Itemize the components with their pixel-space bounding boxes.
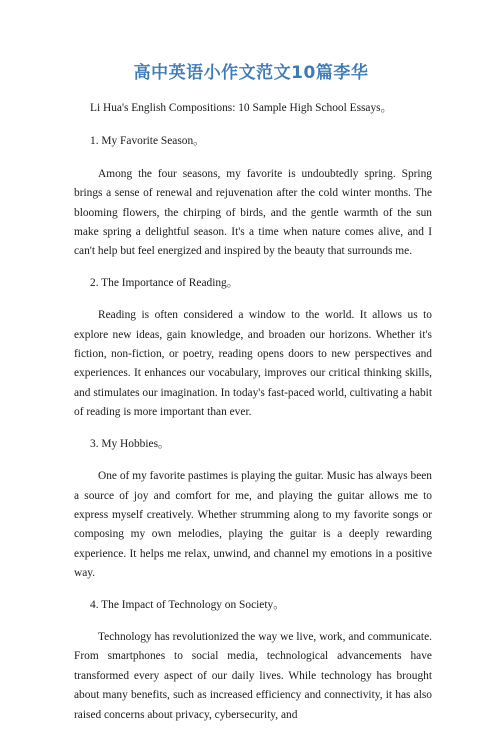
section-paragraph-1: Among the four seasons, my favorite is undoubtedly spring. Spring brings a sense of renewal and rejuvenation after the cold winter months. The blooming flowers, the chirping of birds, and the gentle warmth of the sun make spring a delightful season. It's a time when nature comes alive, and I can't help but feel energized and inspired by the beauty that surrounds me. (74, 167, 432, 258)
section-heading-4: 4. The Impact of Technology on Society。 (90, 598, 285, 611)
intro-line: Li Hua's English Compositions: 10 Sample High School Essays。 (90, 102, 393, 114)
document-title: 高中英语小作文范文10篇李华 (133, 63, 369, 83)
section-heading-3: 3. My Hobbies。 (90, 437, 170, 450)
section-paragraph-3: One of my favorite pastimes is playing the guitar. Music has always been a source of joy and comfort for me, and playing the guitar allows me to express myself creatively. Whether strumming along to my favorite songs or composing my own melodies, playing the guitar is a deeply rewarding experience. It helps me relax, unwind, and channel my emotions in a positive way. (74, 470, 432, 580)
section-heading-1: 1. My Favorite Season。 (90, 135, 205, 148)
section-paragraph-2: Reading is often considered a window to the world. It allows us to explore new ideas, gain knowledge, and broaden our horizons. Whether it's fiction, non-fiction, or poetry, reading opens doors to new perspectives and experiences. It enhances our vocabulary, improves our critical thinking skills, and stimulates our imagination. In today's fast-paced world, cultivating a habit of reading is more important than ever. (74, 309, 432, 419)
section-paragraph-4: Technology has revolutionized the way we live, work, and communicate. From smartphones to social media, technological advancements have transformed every aspect of our daily lives. While technology has brought about many benefits, such as increased efficiency and connectivity, it has also raised concerns about privacy, cybersecurity, and (74, 630, 432, 721)
document-body (74, 99, 432, 737)
section-heading-2: 2. The Importance of Reading。 (90, 276, 239, 289)
